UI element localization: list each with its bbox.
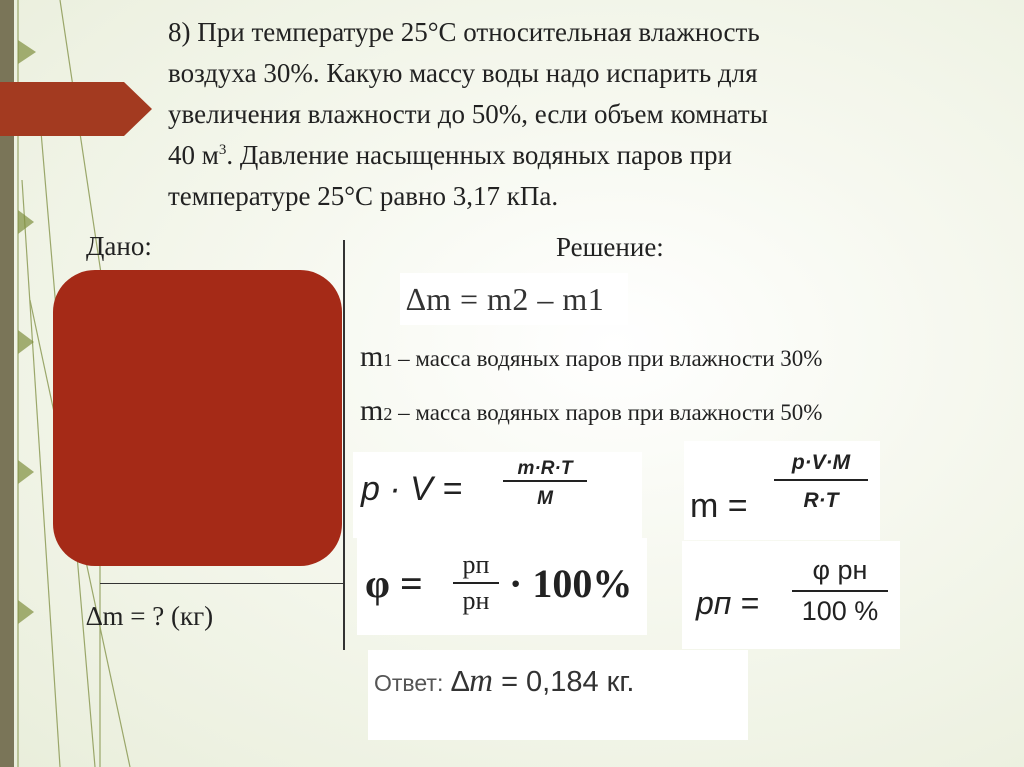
- ideal-gas-denominator: M: [537, 488, 553, 509]
- def2-text: – масса водяных паров при влажности 50%: [392, 400, 823, 425]
- problem-statement: [168, 12, 994, 217]
- fraction-bar: [453, 582, 499, 584]
- def2-index: 2: [383, 404, 393, 424]
- find-text: m = ? (кг): [102, 601, 214, 631]
- problem-line-4-post: . Давление насыщенных водяных паров при: [226, 140, 732, 170]
- red-arrow-tab: [0, 82, 152, 136]
- given-heading: Дано:: [86, 231, 152, 261]
- definition-m2: [360, 394, 822, 428]
- partial-pressure-fraction: [792, 555, 888, 627]
- humidity-denominator: pн: [462, 586, 490, 615]
- mass-numerator: p·V·M: [791, 451, 851, 474]
- humidity-numerator: pп: [462, 550, 490, 579]
- def1-index: 1: [383, 350, 393, 370]
- mass-fraction: [774, 451, 868, 513]
- answer-line: [374, 663, 634, 700]
- delta-symbol: ∆: [86, 601, 103, 631]
- problem-line-4: [168, 135, 994, 176]
- partial-pressure-numerator: φ pн: [812, 555, 868, 585]
- delta-m-formula-text: ∆m = m2 – m1: [406, 281, 605, 317]
- cubic-exponent: 3: [218, 142, 227, 158]
- find-quantity: [86, 601, 213, 632]
- fraction-bar: [503, 480, 587, 482]
- solution-heading: Решение:: [556, 232, 664, 262]
- answer-delta: ∆: [451, 666, 470, 698]
- ideal-gas-numerator: m·R·T: [517, 458, 573, 479]
- vertical-divider: [343, 240, 345, 650]
- delta-m-formula: [400, 273, 628, 325]
- definition-m1: [360, 340, 822, 374]
- def1-symbol: m: [360, 340, 384, 373]
- humidity-fraction: [453, 550, 499, 616]
- problem-line-5: температуре 25°С равно 3,17 кПа.: [168, 181, 559, 211]
- humidity-rhs: · 100%: [509, 561, 633, 606]
- given-cover-box: [53, 270, 342, 566]
- problem-line-4-pre: 40 м: [168, 140, 219, 170]
- problem-line-3: увеличения влажности до 50%, если объем комнаты: [168, 99, 768, 129]
- ideal-gas-lhs: p · V =: [361, 470, 463, 508]
- def1-text: – масса водяных паров при влажности 30%: [392, 346, 823, 371]
- partial-pressure-formula: [682, 541, 900, 649]
- answer-symbol: m: [469, 663, 493, 699]
- fraction-bar: [774, 479, 868, 481]
- mass-formula: [684, 441, 880, 540]
- fraction-bar: [792, 590, 888, 592]
- problem-line-1: 8) При температуре 25°С относительная влажность: [168, 17, 760, 47]
- def2-symbol: m: [360, 394, 384, 427]
- answer-value: = 0,184 кг.: [501, 666, 635, 698]
- answer-box: [368, 650, 748, 740]
- humidity-lhs: φ =: [365, 561, 423, 606]
- partial-pressure-denominator: 100 %: [801, 596, 879, 626]
- mass-lhs: m =: [690, 487, 748, 525]
- ideal-gas-formula: [353, 452, 642, 538]
- answer-label: Ответ:: [374, 670, 444, 696]
- horizontal-divider: [100, 583, 345, 584]
- partial-pressure-lhs: pп =: [696, 585, 759, 621]
- ideal-gas-fraction: [503, 458, 587, 510]
- humidity-formula: [357, 538, 647, 635]
- mass-denominator: R·T: [803, 489, 839, 512]
- problem-line-2: воздуха 30%. Какую массу воды надо испарить для: [168, 58, 758, 88]
